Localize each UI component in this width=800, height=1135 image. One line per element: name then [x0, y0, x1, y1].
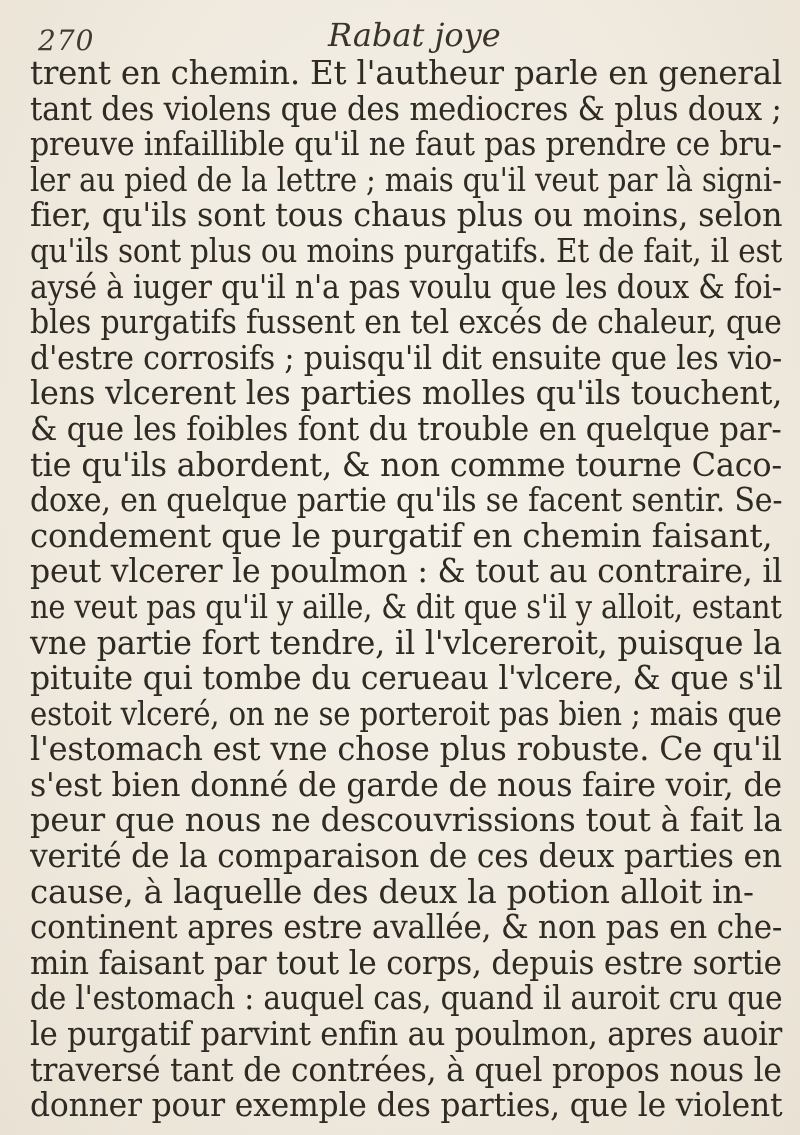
text-line: aysé à iuger qu'il n'a pas voulu que les doux & foi- [30, 267, 782, 306]
text-line: trent en chemin. Et l'autheur parle en general [30, 54, 783, 92]
text-line: peut vlcerer le poulmon : & tout au contraire, il [30, 552, 783, 591]
text-line: vne partie fort tendre, il l'vlcereroit, puisque la [30, 623, 782, 662]
text-line: traversé tant de contrées, à quel propos nous le [30, 1050, 782, 1089]
text-line: peur que nous ne descouvrissions tout à fait la [30, 801, 783, 840]
running-head: Rabat joye [328, 16, 501, 54]
text-line: d'estre corrosifs ; puisqu'il dit ensuite que les vio- [30, 338, 783, 377]
text-line: pituite qui tombe du cerueau l'vlcere, & que s'il [30, 659, 783, 698]
text-line: tie qu'ils abordent, & non comme tourne Caco- [30, 445, 783, 484]
text-line: qu'ils sont plus ou moins purgatifs. Et de fait, il est [30, 231, 783, 270]
text-line: fier, qu'ils sont tous chaus plus ou moins, selon [30, 196, 783, 235]
text-line: de l'estomach : auquel cas, quand il auroit cru que [30, 979, 783, 1018]
text-line: estoit vlceré, on ne se porteroit pas bien ; mais que [30, 694, 782, 733]
text-line: ne veut pas qu'il y aille, & dit que s'il y alloit, estant [30, 587, 782, 626]
text-line: min faisant par tout le corps, depuis estre sortie [30, 943, 782, 982]
text-line: verité de la comparaison de ces deux parties en [30, 837, 782, 876]
text-line: ler au pied de la lettre ; mais qu'il veut par là signi- [30, 160, 782, 199]
text-line: doxe, en quelque partie qu'ils se facent sentir. Se- [30, 481, 783, 520]
text-line: donner pour exemple des parties, que le violent [30, 1086, 783, 1125]
text-line: & que les foibles font du trouble en quelque par- [30, 409, 782, 448]
text-line: tant des violens que des mediocres & plus doux ; [30, 89, 782, 128]
text-line: cause, à laquelle des deux la potion alloit in- [30, 872, 754, 911]
text-line: l'estomach est vne chose plus robuste. Ce qu'il [30, 730, 782, 769]
page-number: 270 [38, 24, 95, 57]
text-line: bles purgatifs fussent en tel excés de chaleur, que [30, 303, 782, 342]
text-line: le purgatif parvint enfin au poulmon, apres auoir [30, 1015, 783, 1054]
text-line: lens vlcerent les parties molles qu'ils touchent, [30, 374, 783, 413]
text-line: s'est bien donné de garde de nous faire voir, de [30, 765, 782, 804]
text-line: preuve infaillible qu'il ne faut pas prendre ce bru- [30, 125, 782, 164]
text-line: condement que le purgatif en chemin faisant, [30, 516, 773, 555]
body-text [30, 56, 790, 1124]
text-line: continent apres estre avallée, & non pas en che- [30, 908, 783, 947]
page-header [30, 10, 770, 60]
